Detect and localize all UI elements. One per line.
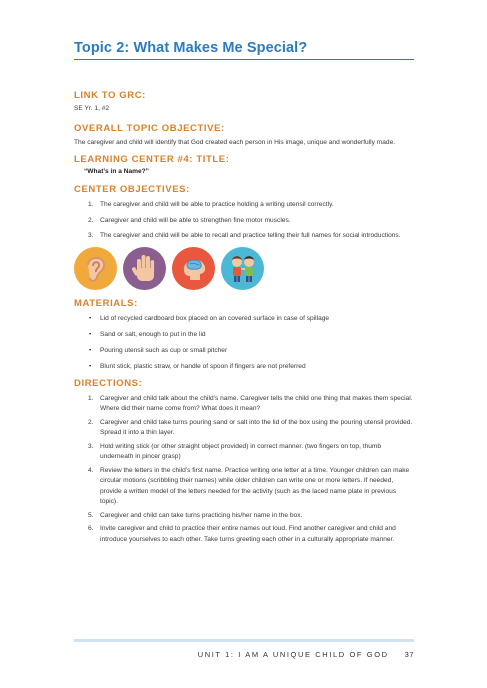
list-number: 3. bbox=[88, 442, 94, 450]
list-number: 3. bbox=[88, 232, 94, 239]
page-content bbox=[74, 40, 414, 548]
directions-list bbox=[74, 394, 414, 546]
bullet-icon: • bbox=[89, 346, 92, 354]
materials-list bbox=[74, 314, 414, 373]
topic-title: Topic 2: What Makes Me Special? bbox=[74, 40, 414, 60]
list-item bbox=[74, 442, 414, 463]
list-number: 2. bbox=[88, 418, 94, 426]
objective-text: The caregiver and child will identify that God created each person in His image, unique and wonderfully made. bbox=[74, 139, 396, 146]
list-number: 1. bbox=[88, 201, 94, 208]
link-grc-heading: LINK TO GRC: bbox=[74, 90, 146, 101]
learning-center-title: “What’s in a Name?” bbox=[84, 168, 149, 175]
list-text: Pouring utensil such as cup or small pitcher bbox=[100, 346, 228, 354]
page-footer bbox=[74, 650, 414, 659]
footer-divider bbox=[74, 639, 414, 642]
list-item bbox=[74, 511, 414, 522]
list-item bbox=[74, 466, 414, 508]
sense-icons-row bbox=[74, 247, 414, 290]
list-text: Blunt stick, plastic straw, or handle of spoon if fingers are not preferred bbox=[100, 362, 306, 370]
list-item bbox=[74, 418, 414, 439]
list-item bbox=[74, 216, 414, 227]
list-text: Lid of recycled cardboard box placed on an covered surface in case of spillage bbox=[100, 314, 330, 322]
list-number: 5. bbox=[88, 511, 94, 519]
hand-icon bbox=[123, 247, 166, 290]
list-text: The caregiver and child will be able to recall and practice telling their full names for social introductions. bbox=[100, 232, 401, 239]
list-item bbox=[74, 231, 414, 242]
objective-heading: OVERALL TOPIC OBJECTIVE: bbox=[74, 123, 225, 134]
footer-unit-title: UNIT 1: I AM A UNIQUE CHILD OF GOD bbox=[197, 650, 389, 659]
ear-icon bbox=[74, 247, 117, 290]
list-text: Sand or salt, enough to put in the lid bbox=[100, 330, 206, 338]
list-text: Caregiver and child take turns pouring sand or salt into the lid of the box using the pouring utensil provided. Spread it into a thin layer. bbox=[100, 418, 413, 436]
center-objectives-heading: CENTER OBJECTIVES: bbox=[74, 184, 190, 195]
page-number: 37 bbox=[404, 650, 414, 659]
list-number: 6. bbox=[88, 525, 94, 532]
brain-icon bbox=[172, 247, 215, 290]
bullet-icon: • bbox=[89, 330, 92, 338]
materials-heading: MATERIALS: bbox=[74, 297, 138, 309]
list-number: 4. bbox=[88, 466, 94, 474]
directions-heading: DIRECTIONS: bbox=[74, 377, 143, 389]
list-number: 2. bbox=[88, 216, 94, 224]
list-item bbox=[74, 394, 414, 415]
list-text: Caregiver and child can take turns practicing his/her name in the box. bbox=[100, 511, 303, 519]
list-text: Caregiver and child will be able to strengthen fine motor muscles. bbox=[100, 216, 291, 224]
children-icon bbox=[221, 247, 264, 290]
list-item bbox=[74, 524, 414, 545]
center-objectives-list bbox=[74, 200, 414, 242]
list-item bbox=[74, 200, 414, 211]
list-text: The caregiver and child will be able to practice holding a writing utensil correctly. bbox=[100, 201, 334, 208]
list-text: Hold writing stick (or other straight object provided) in correct manner. (two fingers on top, thumb underneath in pincer grasp) bbox=[100, 442, 382, 460]
list-number: 1. bbox=[88, 394, 94, 402]
list-text: Review the letters in the child’s first name. Practice writing one letter at a time. Younger children can make circular motions (scribbling their names) while older children can write one or more letters. If needed, provide a written model of the letters needed for the activity (such as the laced name plate in previous topic). bbox=[100, 466, 410, 505]
learning-center-heading: LEARNING CENTER #4: TITLE: bbox=[74, 154, 230, 165]
list-text: Caregiver and child talk about the child’s name. Caregiver tells the child one thing that makes them special. Where did their name come from? What does it mean? bbox=[100, 394, 413, 412]
link-grc-text: SE Yr. 1, #2 bbox=[74, 105, 110, 112]
list-text: Invite caregiver and child to practice their entire names out loud. Find another caregiver and child and introduce yourselves to each other. Take turns greeting each other in a culturally appropriate manner. bbox=[100, 525, 396, 543]
bullet-icon: • bbox=[89, 314, 92, 322]
bullet-icon: • bbox=[89, 362, 92, 370]
list-item bbox=[74, 314, 414, 325]
list-item bbox=[74, 346, 414, 357]
list-item bbox=[74, 362, 414, 373]
list-item bbox=[74, 330, 414, 341]
